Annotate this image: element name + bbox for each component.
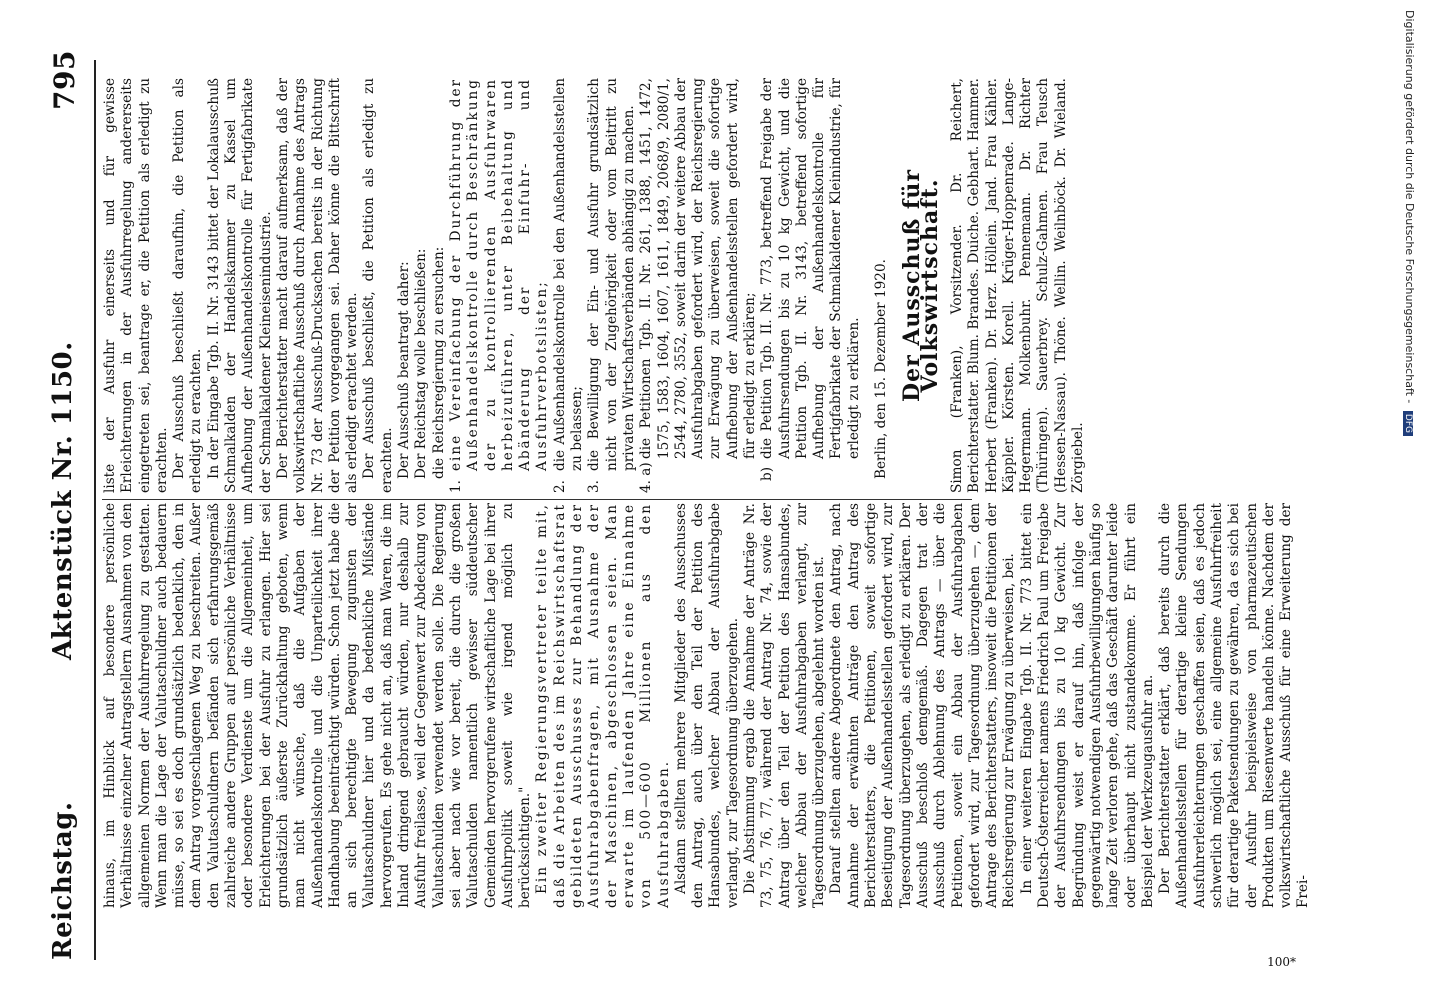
motion-item [586, 78, 638, 493]
left-column [102, 503, 1313, 908]
date-line: Berlin, den 15. Dezember 1920. [873, 259, 890, 479]
item-text: die Bewilligung der Ein- und Ausfuhr grundsätzlich nicht von der Zugehörigkeit oder vom Beitritt zu privaten Wirtschaftsverbänden abhängig zu machen. [586, 78, 637, 471]
committee-title: Der Ausschuß für Volkswirtschaft. [899, 169, 943, 402]
motion-item [448, 78, 552, 493]
running-head [48, 30, 88, 960]
paragraph: Darauf stellten andere Abgeordnete den Antrag, nach Annahme der erwähnten Anträge den Antrag des Berichterstatters, die Petitionen, soweit sofortige Beseitigung der Außenhandelsstellen gefordert wird, zur Tagesordnung überzugehen, als erledigt zu erklären. Der Ausschuß beschloß demgemäß. Dagegen trat der Ausschuß durch Ablehnung des Antrags — über die Petitionen, soweit ein Abbau der Ausfuhrabgaben gefordert wird, zur Tagesordnung überzugehen —, dem Antrage des Berichterstatters, insoweit die Petitionen der Reichsregierung zur Erwägung zu überweisen, bei. [828, 503, 1018, 908]
header-left: Reichstag. [48, 801, 78, 960]
item-number: 3. [586, 480, 603, 493]
digitization-banner [1400, 10, 1416, 990]
item-number: 4. a) [638, 462, 655, 493]
page-number: 795 [48, 50, 81, 110]
paragraph: hinaus, im Hinblick auf besondere persönliche Verhältnisse einzelner Antragstellern Ausnahmen von den allgemeinen Normen der Ausfuhrregelung zu gestatten. Wenn man die Lage der Valutaschuldner auch bedauern müsse, so sei es doch grundsätzlich bedenklich, den in dem Antrag vorgeschlagenen Weg zu beschreiten. Außer den Valutaschuldnern befänden sich erfahrungsgemäß zahlreiche andere Gruppen auf persönliche Verhältnisse oder besondere Verdienste um die Allgemeinheit, um Erleichterungen bei der Ausfuhr zu erlangen. Hier sei grundsätzlich äußerste Zurückhaltung geboten, wenn man nicht wünsche, daß die Aufgaben der Außenhandelskontrolle und die Unparteilichkeit ihrer Handhabung beeinträchtigt würden. Schon jetzt habe die an sich berechtigte Bewegung zugunsten der Valutaschuldner hier und da bedenkliche Mißstände hervorgerufen. Es gehe nicht an, daß man Waren, die im Inland dringend gebraucht würden, nur deshalb zur Ausfuhr freilasse, weil der Gegenwert zur Abdeckung von Valutaschulden verwendet werden solle. Die Regierung sei aber nach wie vor bereit, die durch die großen Valutaschulden namentlich gewisser süddeutscher Gemeinden hervorgerufene wirtschaftliche Lage bei ihrer Ausfuhrpolitik soweit wie irgend möglich zu berücksichtigen." [102, 503, 534, 908]
header-rule [94, 60, 96, 960]
item-number: 1. [447, 480, 464, 493]
paragraph: Der Berichterstatter erklärt, daß bereits durch die Außenhandelsstellen für derartige kleine Sendungen Ausfuhrerleichterungen geschaffen seien, daß es jedoch schwerlich möglich sei, eine allgemeine Ausfuhrfreiheit für derartige Paketsendungen zu gewähren, da es sich bei der Ausfuhr beispielsweise von pharmazeutischen Produkten um Riesenwerte handeln könne. Nachdem der volkswirtschaftliche Ausschuß für eine Erweiterung der Frei- [1157, 503, 1312, 908]
paragraph: Die Abstimmung ergab die Annahme der Anträge Nr. 73, 75, 76, 77, während der Antrag Nr. 74, sowie der Antrag über den Teil der Petition des Hansabundes, welcher Abbau der Ausfuhrabgaben verlangt, zur Tagesordnung überzugehen, abgelehnt worden ist. [741, 503, 828, 908]
paragraph: Der Ausschuß beschließt, die Petition als erledigt zu erachten. [361, 78, 395, 493]
item-text: die Außenhandelskontrolle bei den Außenhandelsstellen zu belassen; [551, 78, 586, 471]
right-column [102, 78, 1087, 493]
item-text: die Petitionen Tgb. II. Nr. 261, 1388, 1451, 1472, 1575, 1583, 1604, 1607, 1611, 1849, 2068/9, 2080/1, 2544, 2780, 3552, soweit darin der weitere Abbau der Ausfuhrabgaben gefordert wird, der Reichsregierung zur Erwägung zu überweisen, soweit die sofortige Aufhebung der Außenhandelsstellen gefordert wird, für erledigt zu erklären; [638, 78, 758, 459]
signature-mark: 100* [1267, 955, 1296, 969]
paragraph: Der Berichterstatter macht darauf aufmerksam, daß der volkswirtschaftliche Ausschuß durch Annahme des Antrags Nr. 73 der Ausschuß-Drucksachen bereits in der Richtung der Petition vorgegangen sei. Daher könne die Bittschrift als erledigt erachtet werden. [274, 78, 361, 493]
motion-resolve: Der Reichstag wolle beschließen: [413, 248, 430, 479]
motion-item [759, 78, 863, 493]
column-divider [102, 499, 972, 500]
paragraph: liste der Ausfuhr einerseits und für gewisse Erleichterungen in der Ausfuhrregelung andererseits eingetreten sei, beantrage er, die Petition als erledigt zu erachten. [102, 78, 170, 493]
motion-item [638, 78, 759, 493]
paragraph: In einer weiteren Eingabe Tgb. II. Nr. 773 bittet ein Deutsch-Österreicher namens Friedrich Paul um Freigabe der Ausfuhrsendungen bis zu 10 kg Gewicht. Zur Begründung weist er darauf hin, daß infolge der gegenwärtig notwendigen Ausfuhrbewilligungen häufig so lange Zeit verloren gehe, daß das Geschäft darunter leide oder überhaupt nicht zustandekomme. Er führt ein Beispiel der Werkzeugausfuhr an. [1018, 503, 1156, 908]
header-center: Aktenstück Nr. 1150. [48, 341, 78, 660]
motion-item [552, 78, 587, 493]
paragraph: Der Ausschuß beschließt daraufhin, die Petition als erledigt zu erachten. [171, 78, 205, 493]
paragraph: Alsdann stellten mehrere Mitglieder des Ausschusses den Antrag, auch über den Teil der Petition des Hansabundes, welcher Abbau der Ausfuhrabgabe verlangt, zur Tagesordnung überzugehen. [672, 503, 741, 908]
item-text: eine Vereinfachung der Durchführung der Außenhandelskontrolle durch Beschränkung der zu kontrollierenden Ausfuhrwaren herbeizuführen, unter Beibehaltung und Abänderung der Einfuhr- und Ausfuhrverbotslisten; [447, 78, 551, 471]
item-number: 2. [551, 480, 568, 493]
motion-ask: die Reichsregierung zu ersuchen: [430, 246, 447, 479]
paragraph: Ein zweiter Regierungsvertreter teilte mit, daß die Arbeiten des im Reichswirtschaftsrat gebildeten Ausschusses zur Behandlung der Ausfuhrabgabenfragen, mit Ausnahme der der Maschinen, abgeschlossen seien. Man erwarte im laufenden Jahre eine Einnahme von 500—600 Millionen aus den Ausfuhrabgaben. [534, 503, 672, 908]
item-number: b) [759, 466, 776, 481]
paragraph: In der Eingabe Tgb. II. Nr. 3143 bittet der Lokalausschuß Schmalkalden der Handelskammer zu Kassel um Aufhebung der Außenhandelskontrolle für Fertigfabrikate der Schmalkaldener Kleineisenindustrie. [205, 78, 274, 493]
motion-intro: Der Ausschuß beantragt daher: [396, 261, 413, 479]
digitization-note: Digitalisierung gefördert durch die Deutsche Forschungsgemeinschaft - [1403, 10, 1416, 404]
item-text: die Petition Tgb. II. Nr. 773, betreffend Freigabe der Ausfuhrsendungen bis zu 10 kg Gewicht, und die Petition Tgb. II. Nr. 3143, betreffend sofortige Aufhebung der Außenhandelskontrolle für Fertigfabrikate der Schmalkaldener Kleinindustrie, für erledigt zu erklären. [759, 78, 862, 459]
committee-members: Simon (Franken), Vorsitzender. Dr. Reichert, Berichterstatter. Blum. Brandes. Duiche. Gebhart. Hammer. Herbert (Franken). Dr. Herz. Höllein. Jand. Frau Kähler. Käppler. Körsten. Korell. Krüger-Hoppenrade. Lange-Hegermann. Molkenbuhr. Pennemann. Dr. Richter (Thüringen). Sauerbrey. Schulz-Gahmen. Frau Teusch (Hessen-Nassau). Thöne. Wellin. Weilnböck. Dr. Wieland. Zörgiebel. [948, 78, 1087, 493]
dfg-logo: DFG [1403, 411, 1413, 436]
